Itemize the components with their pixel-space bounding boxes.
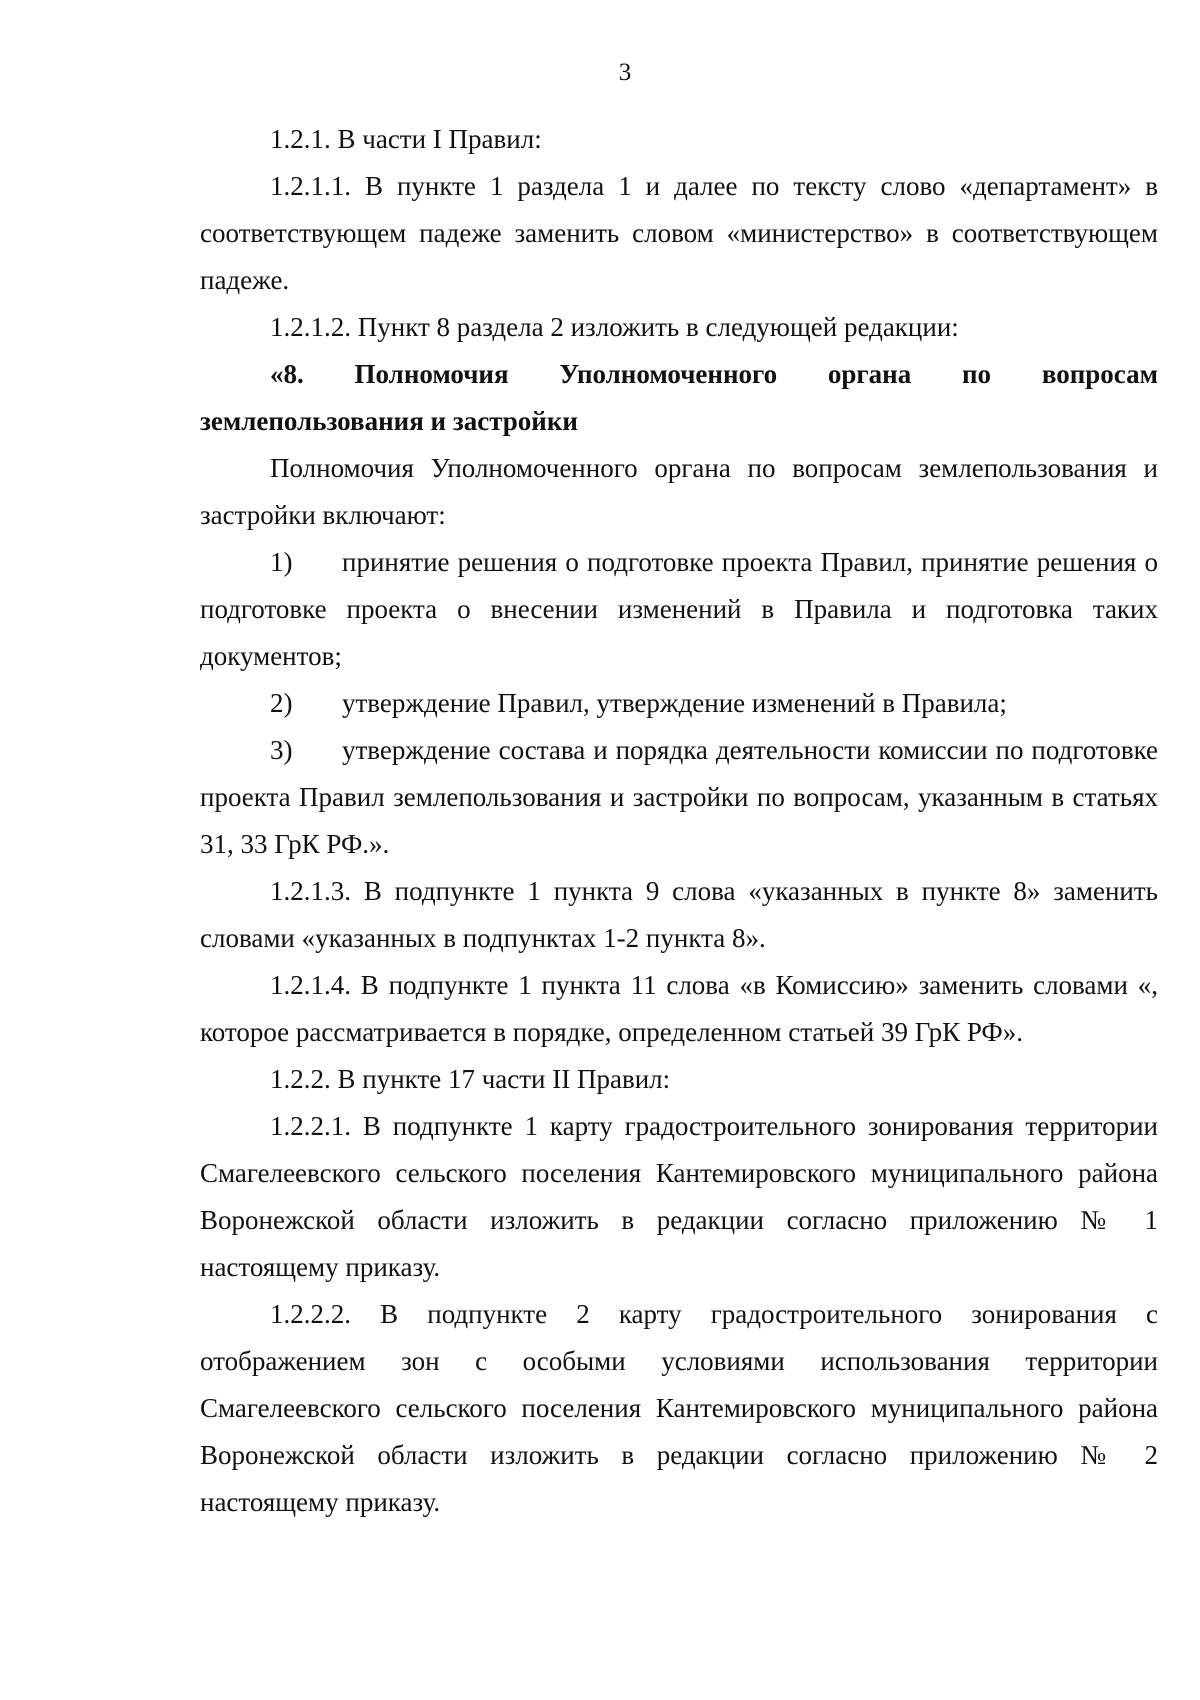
paragraph-1-2-2: 1.2.2. В пункте 17 части II Правил: [270, 1064, 671, 1094]
paragraph-1-2-1: 1.2.1. В части I Правил: [270, 124, 542, 154]
paragraph-1-2-1-4: 1.2.1.4. В подпункте 1 пункта 11 слова «в Комиссию» заменить словами «, которое рассматривается в порядке, определенном статьей 39 ГрК РФ». [200, 970, 1158, 1047]
paragraph-1-2-1-3: 1.2.1.3. В подпункте 1 пункта 9 слова «указанных в пункте 8» заменить словами «указанных в подпунктах 1-2 пункта 8». [200, 876, 1158, 953]
paragraph-1-2-1-2: 1.2.1.2. Пункт 8 раздела 2 изложить в следующей редакции: [270, 312, 959, 342]
paragraph-1-2-2-1: 1.2.2.1. В подпункте 1 карту градостроительного зонирования территории Смагелеевского сельского поселения Кантемировского муниципального района Воронежской области изложить в редакции согласно приложению № 1 настоящему приказу. [200, 1111, 1158, 1282]
list-item-number: 3) [270, 735, 293, 765]
list-item-number: 2) [270, 688, 293, 718]
list-item-2 [200, 680, 1158, 727]
list-item-text: принятие решения о подготовке проекта Правил, принятие решения о подготовке проекта о внесении изменений в Правила и подготовка таких документов; [200, 547, 1158, 671]
paragraph-1-2-2-2: 1.2.2.2. В подпункте 2 карту градостроительного зонирования с отображением зон с особыми условиями использования территории Смагелеевского сельского поселения Кантемировского муниципального района Воронежской области изложить в редакции согласно приложению № 2 настоящему приказу. [200, 1299, 1158, 1517]
section-8-heading: «8. Полномочия Уполномоченного органа по вопросам землепользования и застройки [200, 359, 1158, 436]
page-number: 3 [618, 59, 632, 86]
list-item-text: утверждение состава и порядка деятельности комиссии по подготовке проекта Правил землепользования и застройки по вопросам, указанным в статьях 31, 33 ГрК РФ.». [200, 735, 1158, 859]
list-item-number: 1) [270, 547, 293, 577]
list-item-text: утверждение Правил, утверждение изменений в Правила; [342, 688, 1007, 718]
list-item-3 [200, 727, 1158, 868]
list-item-1 [200, 539, 1158, 680]
document-body [200, 116, 1158, 1526]
powers-intro-paragraph: Полномочия Уполномоченного органа по вопросам землепользования и застройки включают: [200, 453, 1158, 530]
paragraph-1-2-1-1: 1.2.1.1. В пункте 1 раздела 1 и далее по тексту слово «департамент» в соответствующем падеже заменить словом «министерство» в соответствующем падеже. [200, 171, 1158, 295]
